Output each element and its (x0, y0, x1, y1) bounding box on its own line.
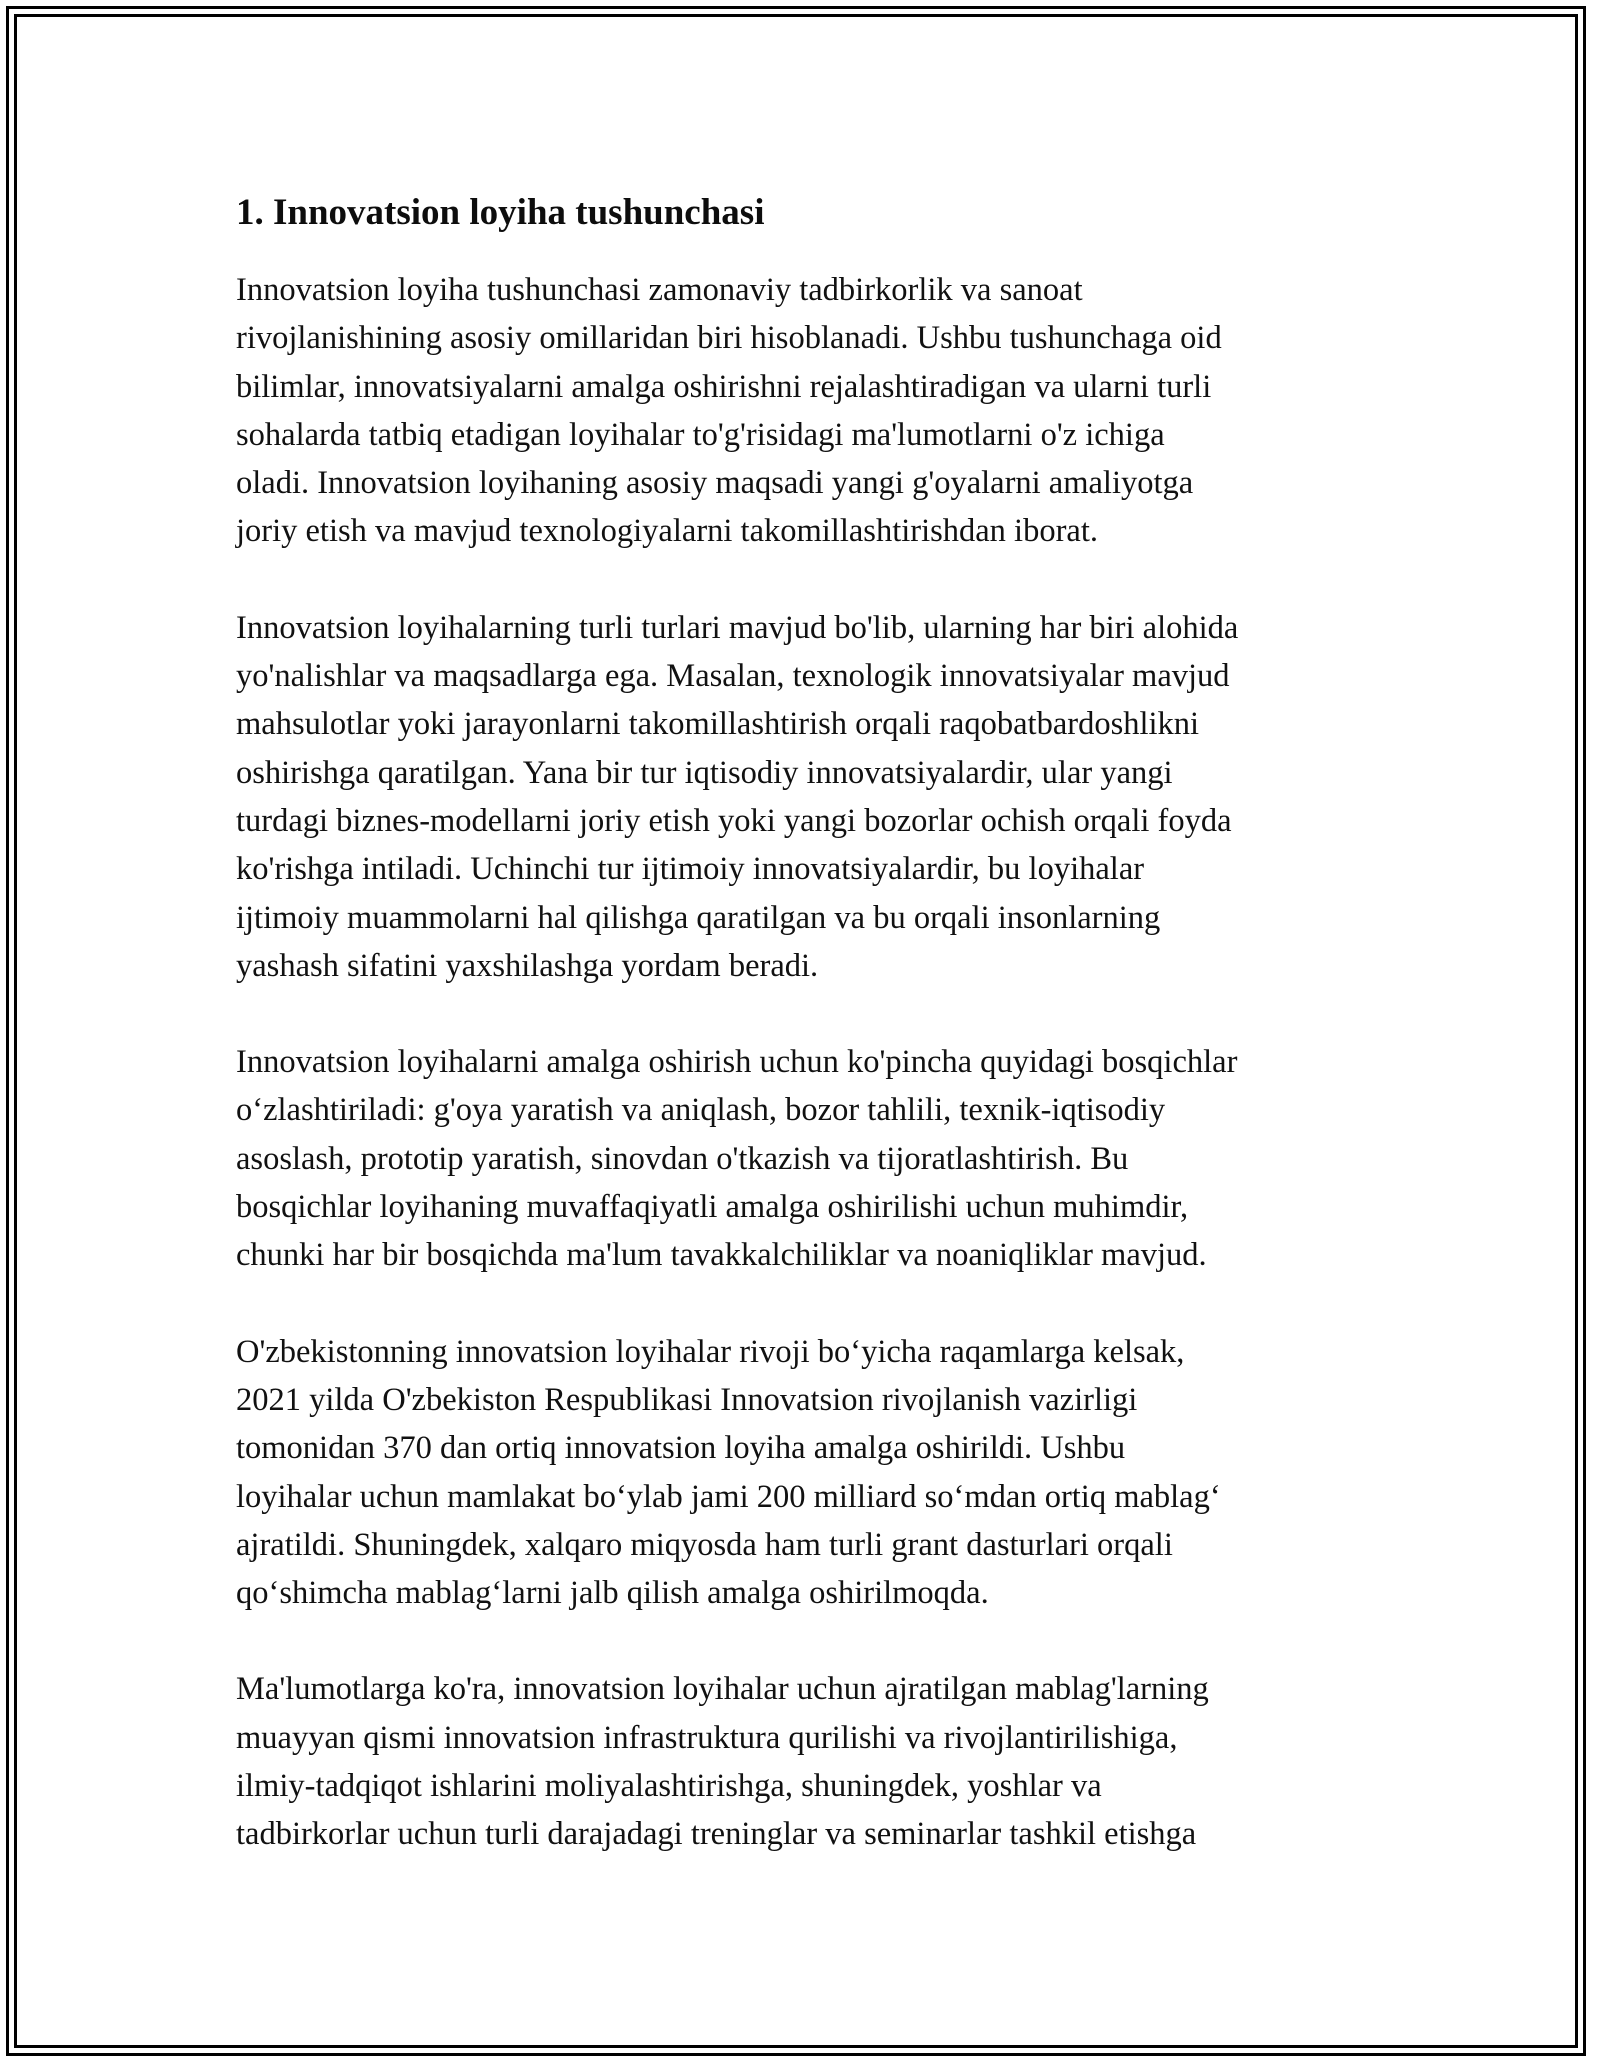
text-line: asoslash, prototip yaratish, sinovdan o'tkazish va tijoratlashtirish. Bu (236, 1140, 1129, 1177)
text-line: ajratildi. Shuningdek, xalqaro miqyosda ham turli grant dasturlari orqali (236, 1526, 1173, 1563)
text-line: ijtimoiy muammolarni hal qilishga qaratilgan va bu orqali insonlarning (236, 899, 1161, 936)
text-line: qo‘shimcha mablag‘larni jalb qilish amalga oshirilmoqda. (236, 1575, 989, 1612)
text-line: o‘zlashtiriladi: g'oya yaratish va aniqlash, bozor tahlili, texnik-iqtisodiy (236, 1092, 1166, 1129)
text-line: ko'rishga intiladi. Uchinchi tur ijtimoiy innovatsiyalardir, bu loyihalar (236, 851, 1145, 888)
document-body (236, 188, 1376, 1907)
text-line: bosqichlar loyihaning muvaffaqiyatli amalga oshirilishi uchun muhimdir, (236, 1189, 1189, 1226)
paragraph (236, 1665, 1376, 1858)
text-line: muayyan qismi innovatsion infrastruktura qurilishi va rivojlantirilishiga, (236, 1719, 1178, 1756)
text-line: Ma'lumotlarga ko'ra, innovatsion loyihalar uchun ajratilgan mablag'larning (236, 1671, 1209, 1708)
text-line: loyihalar uchun mamlakat bo‘ylab jami 200 milliard so‘mdan ortiq mablag‘ (236, 1478, 1221, 1515)
text-line: tomonidan 370 dan ortiq innovatsion loyiha amalga oshirildi. Ushbu (236, 1430, 1126, 1467)
text-line: oladi. Innovatsion loyihaning asosiy maqsadi yangi g'oyalarni amaliyotga (236, 465, 1194, 502)
text-line: rivojlanishining asosiy omillaridan biri hisoblanadi. Ushbu tushunchaga oid (236, 320, 1222, 357)
text-line: yashash sifatini yaxshilashga yordam beradi. (236, 947, 819, 984)
paragraph (236, 1328, 1376, 1618)
text-line: Innovatsion loyihalarni amalga oshirish uchun ko'pincha quyidagi bosqichlar (236, 1044, 1238, 1081)
text-line: tadbirkorlar uchun turli darajadagi treninglar va seminarlar tashkil etishga (236, 1816, 1197, 1853)
text-line: sohalarda tatbiq etadigan loyihalar to'g'risidagi ma'lumotlarni o'z ichiga (236, 416, 1165, 453)
text-line: joriy etish va mavjud texnologiyalarni takomillashtirishdan iborat. (236, 513, 1098, 550)
text-line: yo'nalishlar va maqsadlarga ega. Masalan, texnologik innovatsiyalar mavjud (236, 658, 1230, 695)
text-line: Innovatsion loyihalarning turli turlari mavjud bo'lib, ularning har biri alohida (236, 609, 1239, 646)
text-line: 2021 yilda O'zbekiston Respublikasi Innovatsion rivojlanish vazirligi (236, 1381, 1138, 1418)
text-line: chunki har bir bosqichda ma'lum tavakkalchiliklar va noaniqliklar mavjud. (236, 1237, 1207, 1274)
text-line: O'zbekistonning innovatsion loyihalar rivoji bo‘yicha raqamlarga kelsak, (236, 1333, 1185, 1370)
text-line: bilimlar, innovatsiyalarni amalga oshirishni rejalashtiradigan va ularni turli (236, 368, 1212, 405)
paragraph (236, 1038, 1376, 1279)
section-heading: 1. Innovatsion loyiha tushunchasi (236, 192, 765, 233)
text-line: mahsulotlar yoki jarayonlarni takomillashtirish orqali raqobatbardoshlikni (236, 706, 1200, 743)
text-line: oshirishga qaratilgan. Yana bir tur iqtisodiy innovatsiyalardir, ular yangi (236, 754, 1173, 791)
text-line: Innovatsion loyiha tushunchasi zamonaviy tadbirkorlik va sanoat (236, 272, 1083, 308)
text-line: turdagi biznes-modellarni joriy etish yoki yangi bozorlar ochish orqali foyda (236, 802, 1232, 839)
paragraph (236, 266, 1376, 556)
paragraph (236, 604, 1376, 990)
text-line: ilmiy-tadqiqot ishlarini moliyalashtirishga, shuningdek, yoshlar va (236, 1768, 1102, 1805)
